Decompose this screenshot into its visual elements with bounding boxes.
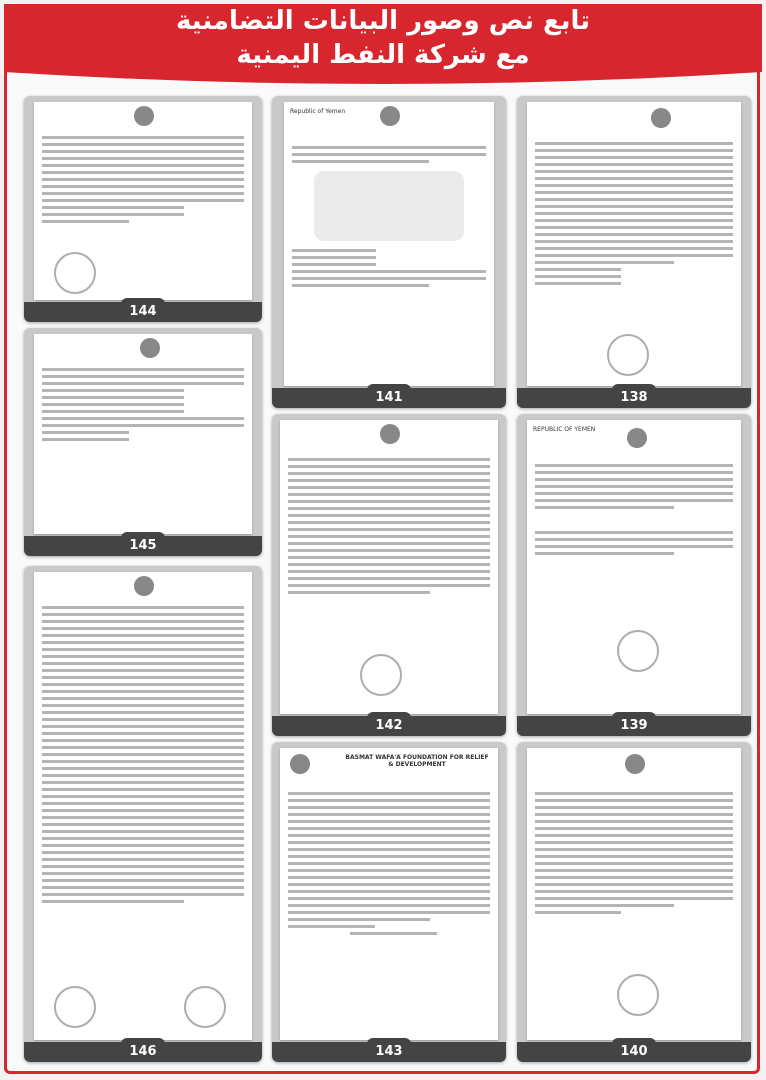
document-number: 140 — [517, 1042, 751, 1062]
document-image — [284, 102, 494, 386]
document-card-140[interactable] — [517, 742, 751, 1062]
document-card-141[interactable] — [272, 96, 506, 408]
document-card-139[interactable] — [517, 414, 751, 736]
page-title-line-1: تابع نص وصور البيانات التضامنية — [175, 6, 591, 36]
document-number: 145 — [24, 536, 262, 556]
document-image — [527, 102, 741, 386]
document-card-144[interactable] — [24, 96, 262, 322]
document-number: 142 — [272, 716, 506, 736]
document-header-text: BASMAT WAFA'A FOUNDATION FOR RELIEF & DEVELOPMENT — [345, 754, 489, 768]
document-header-text: REPUBLIC OF YEMEN — [533, 426, 596, 433]
document-number: 146 — [24, 1042, 262, 1062]
document-card-142[interactable] — [272, 414, 506, 736]
document-image — [527, 748, 741, 1040]
document-number: 139 — [517, 716, 751, 736]
document-number: 141 — [272, 388, 506, 408]
document-card-143[interactable] — [272, 742, 506, 1062]
document-image — [34, 334, 252, 534]
document-number: 143 — [272, 1042, 506, 1062]
document-card-145[interactable] — [24, 328, 262, 556]
document-image — [34, 572, 252, 1040]
document-header-text: Republic of Yemen — [290, 108, 346, 115]
document-number: 138 — [517, 388, 751, 408]
document-card-138[interactable] — [517, 96, 751, 408]
document-image — [280, 420, 498, 714]
document-card-146[interactable] — [24, 566, 262, 1062]
document-image — [527, 420, 741, 714]
document-number: 144 — [24, 302, 262, 322]
document-image — [34, 102, 252, 300]
document-image — [280, 748, 498, 1040]
page-title-line-2: مع شركة النفط اليمنية — [236, 40, 530, 70]
